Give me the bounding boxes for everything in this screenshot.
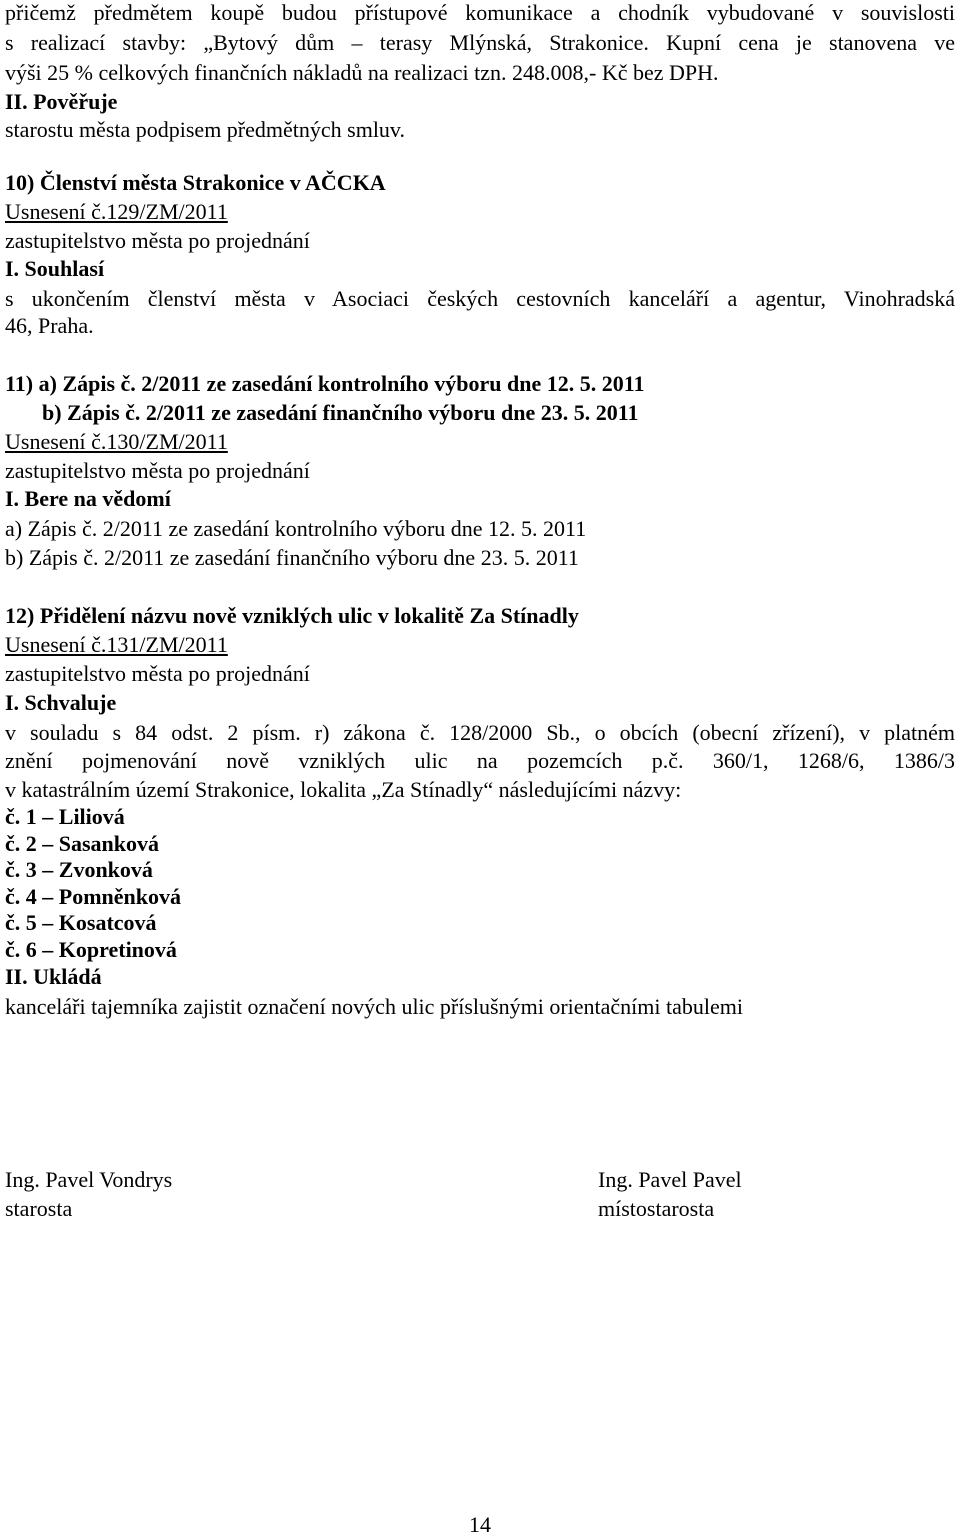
- section10-item1-heading: I. Souhlasí: [5, 256, 105, 281]
- street-name: č. 1 – Liliová: [5, 804, 125, 829]
- page-number: 14: [469, 1512, 491, 1537]
- section10-resolution: Usnesení č.129/ZM/2011: [5, 199, 228, 224]
- street-name: č. 3 – Zvonková: [5, 857, 153, 882]
- intro-item2-heading: II. Pověřuje: [5, 89, 118, 114]
- section12-item2-text: kanceláři tajemníka zajistit označení nových ulic příslušnými orientačními tabulemi: [5, 994, 743, 1019]
- section10-heading: 10) Členství města Strakonice v AČCKA: [5, 170, 386, 195]
- intro-item2-text: starostu města podpisem předmětných smluv.: [5, 117, 406, 142]
- section10-item1-line2: 46, Praha.: [5, 313, 94, 338]
- section11-item1-heading: I. Bere na vědomí: [5, 486, 171, 511]
- section11-council: zastupitelstvo města po projednání: [5, 458, 310, 483]
- section12-council: zastupitelstvo města po projednání: [5, 661, 310, 686]
- intro-line-1: přičemž předmětem koupě budou přístupové komunikace a chodník vybudované v souvislosti: [5, 0, 955, 25]
- intro-line-3: výši 25 % celkových finančních nákladů na realizaci tzn. 248.008,- Kč bez DPH.: [5, 60, 719, 85]
- section12-item1-line1: v souladu s 84 odst. 2 písm. r) zákona č. 128/2000 Sb., o obcích (obecní zřízení), v platném: [5, 720, 955, 745]
- section12-item1-heading: I. Schvaluje: [5, 690, 117, 715]
- section10-item1-line1: s ukončením členství města v Asociaci českých cestovních kanceláří a agentur, Vinohradská: [5, 286, 955, 311]
- section11-item1-a: a) Zápis č. 2/2011 ze zasedání kontrolního výboru dne 12. 5. 2011: [5, 516, 587, 541]
- street-name: č. 6 – Kopretinová: [5, 937, 177, 962]
- signature-name: Ing. Pavel Pavel: [598, 1167, 742, 1192]
- section12-item1-line2: znění pojmenování nově vzniklých ulic na pozemcích p.č. 360/1, 1268/6, 1386/3: [5, 748, 955, 773]
- intro-line-2: s realizací stavby: „Bytový dům – terasy Mlýnská, Strakonice. Kupní cena je stanovena ve: [5, 30, 955, 55]
- section10-council: zastupitelstvo města po projednání: [5, 228, 310, 253]
- signature-role: místostarosta: [598, 1196, 715, 1221]
- street-name: č. 5 – Kosatcová: [5, 910, 157, 935]
- section11-heading-b: b) Zápis č. 2/2011 ze zasedání finančního výboru dne 23. 5. 2011: [42, 400, 639, 425]
- street-name: č. 2 – Sasanková: [5, 831, 160, 856]
- section11-item1-b: b) Zápis č. 2/2011 ze zasedání finančního výboru dne 23. 5. 2011: [5, 545, 579, 570]
- signature-role: starosta: [5, 1196, 73, 1221]
- section12-heading: 12) Přidělení názvu nově vzniklých ulic v lokalitě Za Stínadly: [5, 603, 579, 628]
- street-name: č. 4 – Pomněnková: [5, 884, 181, 909]
- section12-item1-line3: v katastrálním území Strakonice, lokalita „Za Stínadly“ následujícími názvy:: [5, 777, 682, 802]
- signature-name: Ing. Pavel Vondrys: [5, 1167, 173, 1192]
- section12-resolution: Usnesení č.131/ZM/2011: [5, 632, 228, 657]
- section11-resolution: Usnesení č.130/ZM/2011: [5, 429, 228, 454]
- section11-heading-a: 11) a) Zápis č. 2/2011 ze zasedání kontrolního výboru dne 12. 5. 2011: [5, 371, 645, 396]
- section12-item2-heading: II. Ukládá: [5, 964, 102, 989]
